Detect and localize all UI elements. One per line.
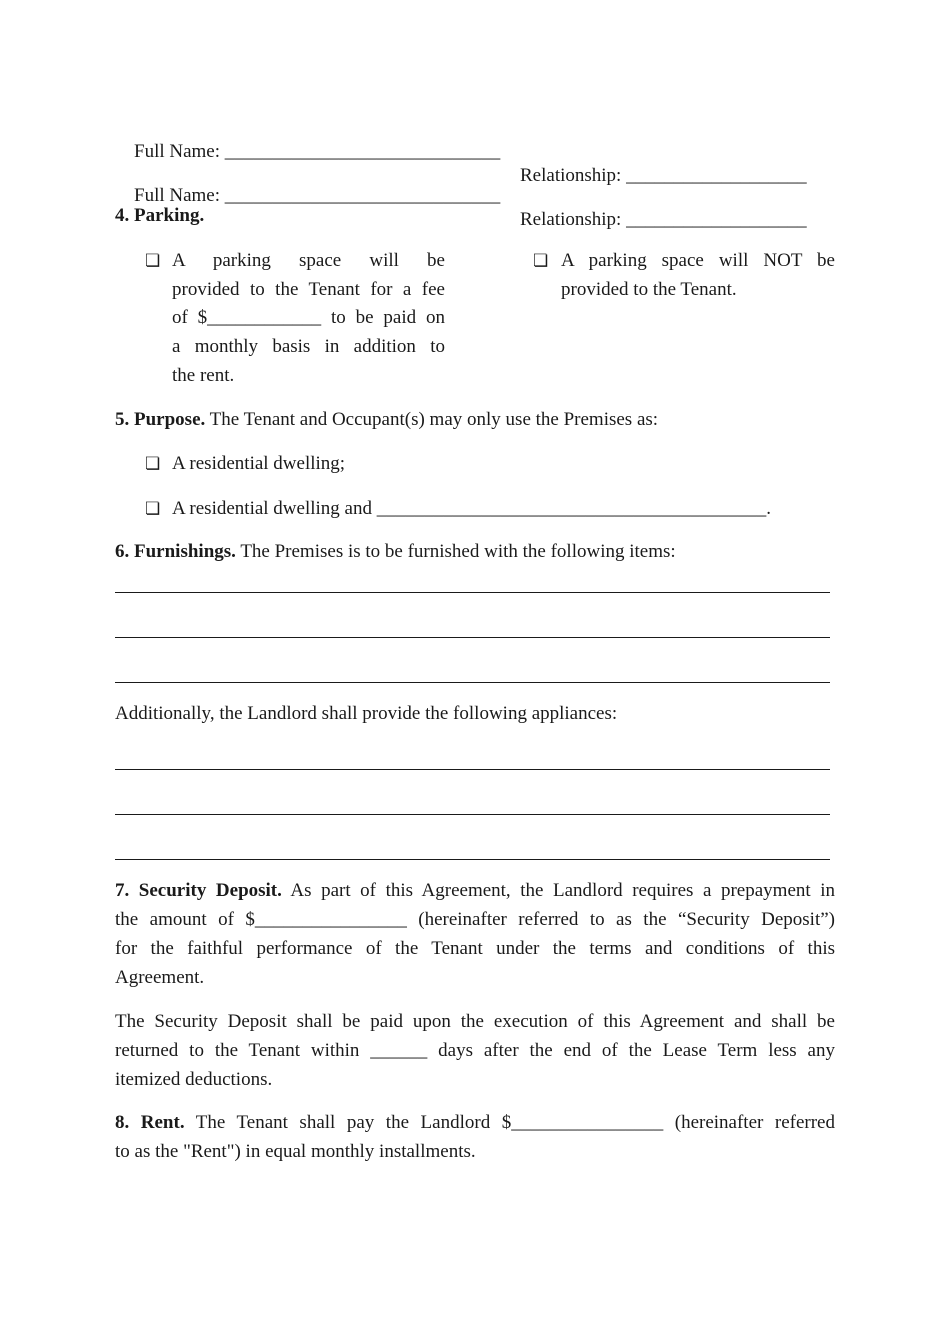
full-name-label: Full Name:: [134, 141, 221, 162]
relationship-label: Relationship:: [520, 209, 622, 230]
security-deposit-return-paragraph: The Security Deposit shall be paid upon the execution of this Agreement and shall be returned to the Tenant within ______ days after the end of the Lease Term less any itemized deductions.: [115, 1011, 835, 1090]
purpose-option-residential: A residential dwelling;: [172, 453, 346, 474]
full-name-blank[interactable]: _____________________________: [224, 141, 501, 162]
appliances-blank-line[interactable]: [115, 814, 830, 815]
furnishings-blank-line[interactable]: [115, 592, 830, 593]
furnishings-heading: 6. Furnishings.: [115, 541, 236, 562]
purpose-heading: 5. Purpose.: [115, 409, 206, 430]
purpose-text: The Tenant and Occupant(s) may only use the Premises as:: [205, 409, 659, 430]
relationship-blank[interactable]: ___________________: [626, 165, 807, 186]
checkbox-icon[interactable]: ❏: [145, 251, 161, 270]
parking-option-fee: A parking space will be provided to the Tenant for a fee of $____________ to be paid on a monthly basis in addition to the rent.: [172, 250, 445, 386]
checkbox-icon[interactable]: ❏: [533, 251, 549, 270]
furnishings-text: The Premises is to be furnished with the following items:: [235, 541, 676, 562]
rent-paragraph: 8. Rent. The Tenant shall pay the Landlord $________________ (hereinafter referred to as the "Rent") in equal monthly installments.: [115, 1112, 835, 1162]
checkbox-icon[interactable]: ❏: [145, 454, 161, 473]
parking-heading: 4. Parking.: [115, 205, 205, 226]
appliances-blank-line[interactable]: [115, 859, 830, 860]
appliances-text: Additionally, the Landlord shall provide the following appliances:: [115, 703, 618, 724]
security-deposit-paragraph: 7. Security Deposit. As part of this Agreement, the Landlord requires a prepayment in the amount of $________________ (hereinafter referred to as the “Security Deposit”) for the faithful performance of the Tenant under the terms and conditions of this Agreement.: [115, 880, 835, 988]
full-name-label: Full Name:: [134, 185, 221, 206]
parking-option-none: A parking space will NOT be provided to the Tenant.: [561, 250, 835, 300]
security-deposit-heading: 7. Security Deposit.: [115, 880, 282, 901]
furnishings-blank-line[interactable]: [115, 637, 830, 638]
relationship-label: Relationship:: [520, 165, 622, 186]
furnishings-blank-line[interactable]: [115, 682, 830, 683]
checkbox-icon[interactable]: ❏: [145, 499, 161, 518]
relationship-blank[interactable]: ___________________: [626, 209, 807, 230]
full-name-blank[interactable]: _____________________________: [224, 185, 501, 206]
purpose-paragraph: [115, 408, 658, 432]
occupant-row: [115, 160, 835, 256]
rent-heading: 8. Rent.: [115, 1112, 185, 1133]
purpose-option-residential-and: A residential dwelling and _________________________________________.: [172, 498, 771, 519]
appliances-blank-line[interactable]: [115, 769, 830, 770]
furnishings-paragraph: [115, 540, 676, 564]
